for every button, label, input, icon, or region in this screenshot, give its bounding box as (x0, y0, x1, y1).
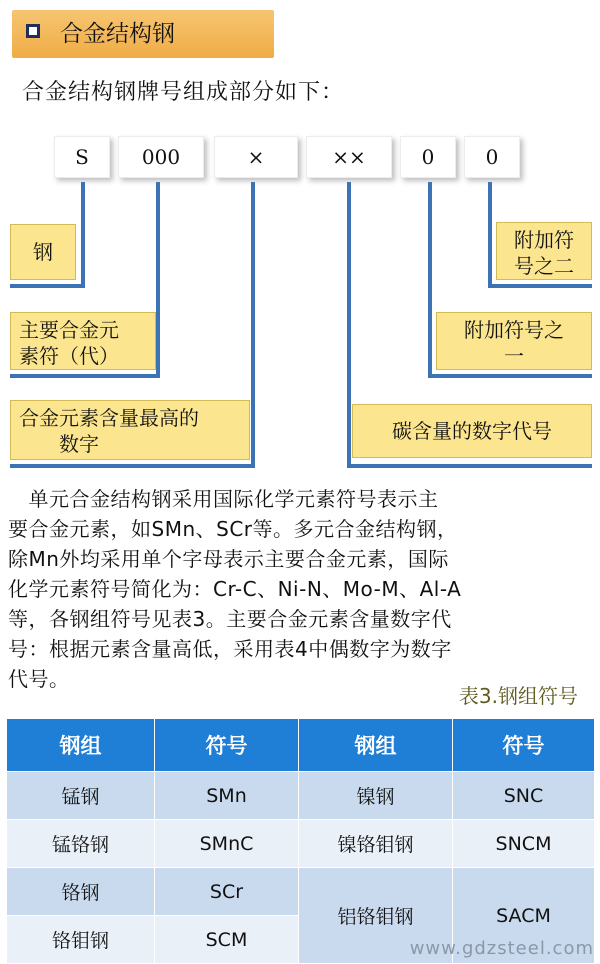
table-row (7, 772, 595, 820)
connector-line (10, 374, 160, 378)
label-max-content-line1: 合金元素含量最高的 (19, 406, 199, 430)
connector-line (156, 182, 160, 378)
table-caption: 表3.钢组符号 (458, 684, 578, 708)
paragraph-line: 化学元素符号简化为：Cr-C、Ni-N、Mo-M、Al-A (8, 577, 462, 601)
label-addition1-line1: 附加符号之 (464, 318, 564, 342)
paragraph-line: 单元合金结构钢采用国际化学元素符号表示主 (8, 487, 439, 511)
section-banner (12, 10, 274, 58)
label-main-element (10, 312, 156, 370)
table-cell: SACM (453, 868, 595, 964)
table-cell: 铝铬钼钢 (299, 868, 453, 964)
label-max-content-line2: 数字 (59, 432, 99, 456)
paragraph-line: 代号。 (8, 667, 70, 691)
table-cell: SCr (155, 868, 299, 916)
paragraph-line: 要合金元素，如SMn、SCr等。多元合金结构钢， (8, 517, 458, 541)
label-addition1-line2: 一 (504, 344, 524, 368)
header-symbol: 符号 (155, 719, 299, 772)
intro-text: 合金结构钢牌号组成部分如下： (22, 80, 345, 105)
table-cell: SNCM (453, 820, 595, 868)
paragraph-line: 号：根据元素含量高低，采用表4中偶数字为数字 (8, 637, 452, 661)
label-main-element-line2: 素符（代） (19, 344, 119, 368)
table-cell: 铬钢 (7, 868, 155, 916)
label-main-element-line1: 主要合金元 (19, 318, 119, 342)
paragraph-line: 除Mn外均采用单个字母表示主要合金元素，国际 (8, 547, 449, 571)
label-addition1 (436, 312, 592, 370)
code-part-max-content: × (214, 136, 298, 178)
code-part-addition1: 0 (400, 136, 456, 178)
connector-line (488, 284, 592, 288)
table-cell: SMn (155, 772, 299, 820)
code-part-main-element: 000 (118, 136, 204, 178)
label-addition2-line2: 号之二 (514, 254, 574, 278)
label-carbon: 碳含量的数字代号 (352, 404, 592, 458)
connector-line (347, 182, 351, 468)
paragraph-line: 等，各钢组符号见表3。主要合金元素含量数字代 (8, 607, 452, 631)
square-bullet-icon (26, 24, 40, 38)
table-header-row (7, 719, 595, 772)
table-cell: SCM (155, 916, 299, 964)
table-cell: 锰铬钢 (7, 820, 155, 868)
connector-line (428, 182, 432, 378)
label-steel: 钢 (10, 224, 76, 280)
table-cell: SMnC (155, 820, 299, 868)
connector-line (81, 182, 85, 288)
watermark: www.gdzsteel.com (409, 938, 594, 959)
steel-group-table (6, 718, 595, 964)
label-addition2-line1: 附加符 (514, 228, 574, 252)
connector-line (488, 182, 492, 288)
table-cell: SNC (453, 772, 595, 820)
description-paragraph (8, 484, 596, 694)
connector-line (10, 284, 85, 288)
table-cell: 镍铬钼钢 (299, 820, 453, 868)
table-cell: 镍钢 (299, 772, 453, 820)
label-max-content (10, 400, 250, 460)
section-title: 合金结构钢 (60, 21, 175, 47)
connector-line (347, 464, 592, 468)
label-addition2 (496, 222, 592, 280)
header-steel-group: 钢组 (299, 719, 453, 772)
code-part-addition2: 0 (464, 136, 520, 178)
connector-line (251, 182, 255, 468)
table-row (7, 820, 595, 868)
connector-line (10, 464, 255, 468)
connector-line (428, 374, 592, 378)
table-cell: 锰钢 (7, 772, 155, 820)
code-part-carbon: ×× (306, 136, 392, 178)
header-steel-group: 钢组 (7, 719, 155, 772)
header-symbol: 符号 (453, 719, 595, 772)
code-part-steel: S (54, 136, 110, 178)
table-row (7, 868, 595, 916)
table-cell: 铬钼钢 (7, 916, 155, 964)
